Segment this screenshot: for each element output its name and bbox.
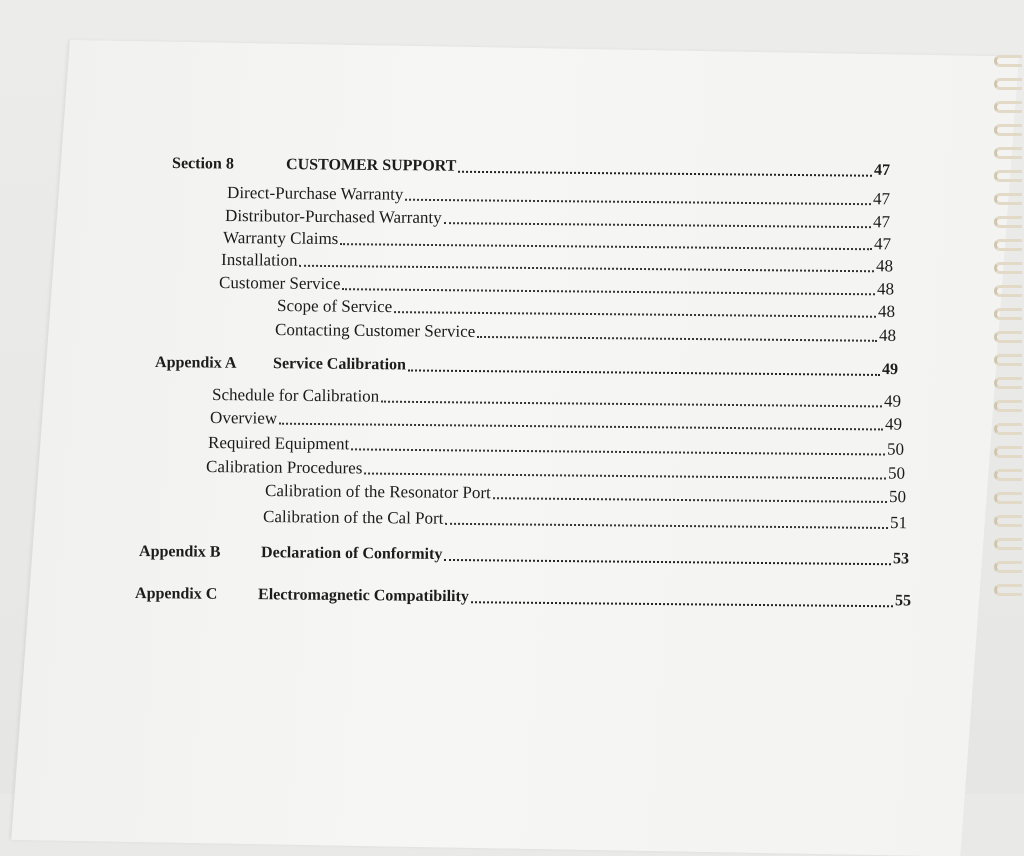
binding-ring bbox=[994, 239, 1022, 251]
dot-leader bbox=[471, 601, 893, 607]
toc-entry-page-number: 51 bbox=[889, 513, 908, 533]
toc-entry-section-8 bbox=[172, 154, 890, 181]
toc-entry-label: Overview bbox=[210, 408, 278, 428]
toc-entry-label: Declaration of Conformity bbox=[261, 544, 443, 563]
toc-entry-page-number: 48 bbox=[875, 256, 894, 276]
dot-leader bbox=[364, 473, 886, 480]
binding-ring bbox=[994, 331, 1022, 343]
toc-entry-page-number: 48 bbox=[876, 279, 895, 299]
binding-ring bbox=[994, 78, 1022, 90]
dot-leader bbox=[405, 199, 871, 205]
toc-entry-appendix-c bbox=[135, 584, 911, 611]
toc-entry-page-number: 47 bbox=[873, 161, 891, 179]
binding-ring bbox=[994, 377, 1022, 389]
binding-ring bbox=[994, 469, 1022, 481]
toc-entry-label: Electromagnetic Compatibility bbox=[258, 586, 469, 606]
toc-entry-label: Schedule for Calibration bbox=[212, 385, 380, 406]
toc-entry bbox=[227, 183, 890, 209]
binding-ring bbox=[994, 446, 1022, 458]
toc-entry-page-number: 48 bbox=[878, 325, 897, 345]
dot-leader bbox=[493, 497, 887, 503]
toc-entry-label: Calibration of the Cal Port bbox=[263, 507, 444, 528]
toc-entry-prefix: Section 8 bbox=[172, 155, 234, 173]
binding-ring bbox=[994, 101, 1022, 113]
toc-entry-page-number: 53 bbox=[892, 550, 910, 568]
binding-ring bbox=[994, 285, 1022, 297]
toc-entry-label: CUSTOMER SUPPORT bbox=[286, 156, 457, 175]
dot-leader bbox=[279, 423, 883, 431]
binding-ring bbox=[994, 147, 1022, 159]
toc-entry-page-number: 49 bbox=[884, 414, 903, 434]
toc-entry-appendix-a bbox=[155, 353, 898, 380]
dot-leader bbox=[408, 369, 880, 376]
toc-entry-page-number: 55 bbox=[894, 592, 912, 610]
toc-entry bbox=[206, 457, 905, 484]
toc-entry bbox=[265, 481, 906, 507]
toc-entry-appendix-b bbox=[139, 542, 909, 569]
toc-entry-label: Calibration of the Resonator Port bbox=[265, 481, 491, 503]
toc-entry bbox=[208, 433, 904, 460]
toc-entry-page-number: 49 bbox=[881, 360, 899, 379]
dot-leader bbox=[445, 523, 888, 529]
toc-entry-label: Required Equipment bbox=[208, 433, 350, 454]
toc-entry-page-number: 48 bbox=[877, 301, 896, 321]
toc-entry bbox=[277, 296, 895, 322]
toc-entry bbox=[275, 320, 896, 346]
toc-entry-label: Direct-Purchase Warranty bbox=[227, 183, 404, 204]
binding-ring bbox=[994, 55, 1022, 67]
toc-entry-prefix: Appendix A bbox=[155, 354, 237, 372]
toc-entry-label: Customer Service bbox=[219, 273, 341, 294]
toc-entry-prefix: Appendix B bbox=[139, 543, 221, 561]
binding-ring bbox=[994, 538, 1022, 550]
toc-entry-label: Calibration Procedures bbox=[206, 457, 363, 478]
binding-ring bbox=[994, 400, 1022, 412]
binding-ring bbox=[994, 216, 1022, 228]
binding-ring bbox=[994, 193, 1022, 205]
binding-ring bbox=[994, 492, 1022, 504]
toc-entry-page-number: 47 bbox=[872, 189, 891, 209]
dot-leader bbox=[394, 311, 876, 318]
toc-entry-label: Distributor-Purchased Warranty bbox=[225, 206, 442, 228]
dot-leader bbox=[300, 265, 875, 273]
toc-entry bbox=[210, 408, 902, 435]
toc-entry bbox=[221, 250, 893, 276]
binding-ring bbox=[994, 561, 1022, 573]
toc-entry-page-number: 49 bbox=[883, 391, 902, 411]
toc-entry-page-number: 47 bbox=[872, 212, 891, 232]
toc-entry-page-number: 50 bbox=[886, 439, 905, 459]
toc-entry bbox=[263, 507, 907, 533]
toc-entry-label: Contacting Customer Service bbox=[275, 320, 476, 341]
dot-leader bbox=[351, 448, 885, 455]
toc-entry-page-number: 50 bbox=[888, 486, 907, 507]
binding-ring bbox=[994, 354, 1022, 366]
dot-leader bbox=[444, 559, 891, 565]
toc-entry-label: Scope of Service bbox=[277, 296, 393, 317]
binding-ring bbox=[994, 170, 1022, 182]
toc-entry-label: Installation bbox=[221, 250, 298, 270]
dot-leader bbox=[340, 243, 872, 250]
binding-ring bbox=[994, 515, 1022, 527]
toc-entry-label: Warranty Claims bbox=[223, 228, 339, 249]
toc-entry-label: Service Calibration bbox=[273, 355, 407, 374]
spiral-binding bbox=[990, 55, 1024, 615]
dot-leader bbox=[381, 401, 882, 408]
toc-entry-page-number: 50 bbox=[887, 463, 906, 483]
toc-entry bbox=[212, 385, 901, 412]
dot-leader bbox=[458, 171, 872, 177]
binding-ring bbox=[994, 584, 1022, 596]
binding-ring bbox=[994, 308, 1022, 320]
binding-ring bbox=[994, 423, 1022, 435]
dot-leader bbox=[342, 288, 875, 295]
dot-leader bbox=[477, 336, 877, 342]
toc-entry-prefix: Appendix C bbox=[135, 585, 218, 603]
dot-leader bbox=[444, 222, 871, 228]
binding-ring bbox=[994, 262, 1022, 274]
toc-entry-page-number: 47 bbox=[873, 234, 892, 254]
binding-ring bbox=[994, 124, 1022, 136]
